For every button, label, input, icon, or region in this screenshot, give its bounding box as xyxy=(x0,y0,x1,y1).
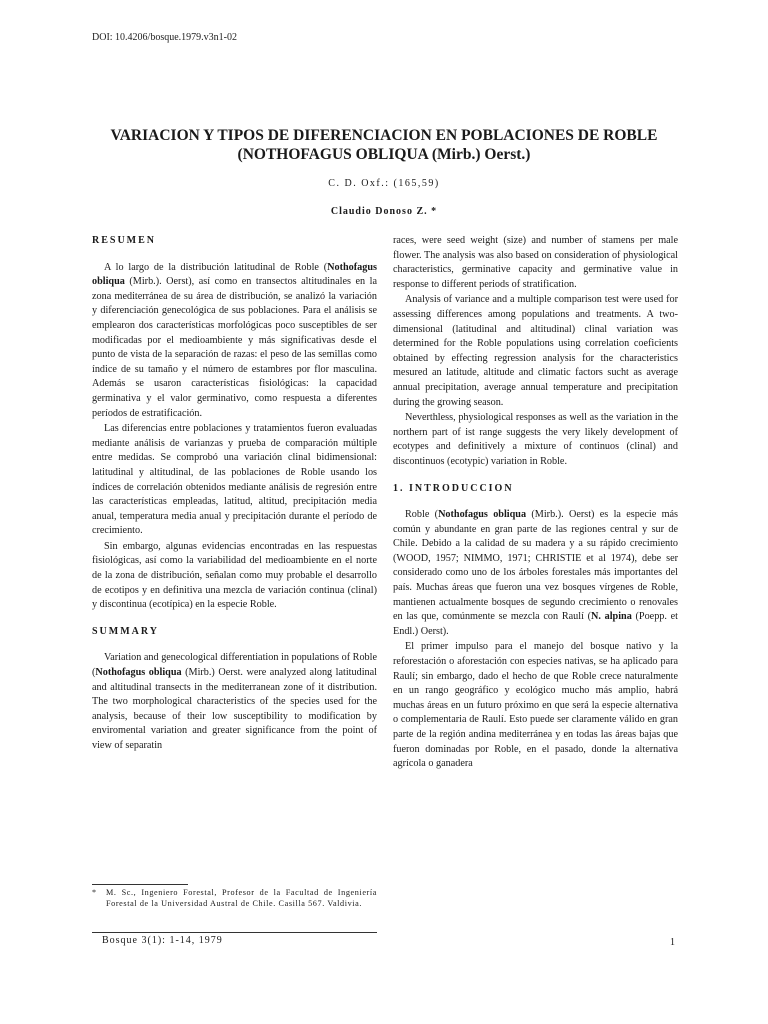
title-line-2: (NOTHOFAGUS OBLIQUA (Mirb.) Oerst.) xyxy=(237,146,531,163)
introduccion-paragraph-1 xyxy=(393,508,678,639)
summary-paragraph-2: Analysis of variance and a multiple comparison test were used for assessing differences among populations and treatments. A two-dimensional (latitudinal and altitudinal) clinal variation was determined for the Roble populations using correlation coeficients obtained by effecting regression analysis for the characteristics mesured an latitude, altitude and climatic factors sucht as average annual precipitation, average annual temperature and precipitation during the growing season. xyxy=(393,294,678,408)
text-span: (Mirb.) Oerst. were analyzed along latitudinal and altitudinal transects in the mediterranean zone of it distribution. The two morphological characteristics of the species used for the analysis, because of their low susceptibility to modification by enviromental variation and greater significance from the point of view of separatin xyxy=(92,667,377,751)
summary-heading: SUMMARY xyxy=(92,625,159,637)
resumen-heading: RESUMEN xyxy=(92,235,157,246)
text-span: (Mirb.). Oerst), así como en transectos altitudinales en la zona mediterránea de su área de distribución, se analizó la variación y diferenciación genecológica de sus poblaciones. Para el análisis se emplearon dos características morfológicas poco susceptibles de ser modificadas por el medioambiente y más significativas desde el punto de vista de la separación de razas: el peso de las semillas como índice de su tamaño y el número de estambres por flor masculina. Además se usaron características fisiológicas: la capacidad germinativa y el valor germinativo, como respuesta a diferentes períodos de estratificación. xyxy=(92,276,377,419)
footnote-mark: * xyxy=(92,888,97,897)
resumen-paragraph-1 xyxy=(92,261,377,422)
classification-code: C. D. Oxf.: (165,59) xyxy=(328,178,440,189)
species-name: N. alpina xyxy=(591,611,632,623)
paper-title xyxy=(60,126,708,164)
left-column xyxy=(92,234,377,754)
text-span: (Poepp. et Endl.) Oerst). xyxy=(393,611,678,637)
text-span: (Mirb.). Oerst) es la especie más común y abundante en gran parte de las regiones central y sur de Chile. Debido a la calidad de su madera y a su rápido crecimiento (WOOD, 1957; NIMMO, 1971; CHRISTIE et al 1974), debe ser considerado como uno de los árboles forestales más importantes del país. Muchas áreas que fueron una vez bosques vírgenes de Roble, mantienen actualmente bosques de segundo crecimiento o renovales en las que, comúnmente se mezcla con Raulí ( xyxy=(393,509,678,623)
summary-paragraph-1 xyxy=(92,651,377,753)
text-span: Roble ( xyxy=(405,509,439,521)
introduccion-heading: 1. INTRODUCCION xyxy=(393,482,514,494)
species-name: Nothofagus obliqua xyxy=(92,261,377,288)
text-span: A lo largo de la distribución latitudinal de Roble ( xyxy=(104,261,328,273)
author-footnote xyxy=(92,888,377,909)
footnote-text: M. Sc., Ingeniero Forestal, Profesor de la Facultad de Ingeniería Forestal de la Universidad Austral de Chile. Casilla 567. Valdivia. xyxy=(106,888,377,908)
summary-paragraph-1-continued: races, were seed weight (size) and number of stamens per male flower. The analysis was also based on consideration of physiological characteristics, germinative capacity and germinative value in response to different periods of stratification. xyxy=(393,235,678,290)
species-name: Nothofagus obliqua xyxy=(95,667,182,679)
introduccion-paragraph-2: El primer impulso para el manejo del bosque nativo y la reforestación o aforestación con especies nativas, se ha aplicado para Raulí; sin embargo, dado el hecho de que Roble crece naturalmente en un rango geográfico y ecológico mucho más amplio, habrá muchas áreas en un futuro próximo en que será la especie alternativa o complementaria de Raulí. Esto puede ser claramente válido en gran parte de la región andina mediterránea y en todas las áreas bajas que fueron dominadas por Roble, en el pasado, donde la alternativa agrícola o ganadera xyxy=(393,641,678,770)
page-number: 1 xyxy=(670,937,675,948)
text-span: Variation and genecological differentiation in populations of Roble ( xyxy=(92,652,377,679)
resumen-paragraph-3: Sin embargo, algunas evidencias encontradas en las respuestas fisiológicas, así como la variabilidad del medioambiente en el norte de la zona de distribución, señalan como muy probable el desarrollo de ecotipos y en definitiva una mezcla de variación continua (clinal) y discontinua (ecotípica) en la especie Roble. xyxy=(92,540,377,611)
doi-line: DOI: 10.4206/bosque.1979.v3n1-02 xyxy=(92,32,237,43)
footnote-divider xyxy=(92,884,188,885)
right-column xyxy=(393,234,678,772)
title-line-1: VARIACION Y TIPOS DE DIFERENCIACION EN POBLACIONES DE ROBLE xyxy=(110,127,658,144)
author-name: Claudio Donoso Z. * xyxy=(330,206,438,217)
species-name: Nothofagus obliqua xyxy=(438,509,527,521)
journal-reference: Bosque 3(1): 1-14, 1979 xyxy=(102,935,223,946)
resumen-paragraph-2: Las diferencias entre poblaciones y tratamientos fueron evaluadas mediante análisis de varianzas y prueba de comparación múltiple entre medidas. Se comprobó una variación clinal bidimensional: latitudinal y altitudinal, de las poblaciones de Roble usando los índices de correlación obtenidos mediante análisis de regresión entre las características empleadas, latitud, altitud, precipitación media anual, temperatura media anual y precipitación durante el período de crecimiento. xyxy=(92,423,377,537)
journal-divider xyxy=(92,932,377,933)
summary-paragraph-3: Neverthless, physiological responses as well as the variation in the northern part of ist range suggests the very likely development of ecotypes and definitively a mixture of continuos (clinal) and discontinuos (ecotypic) variation in Roble. xyxy=(393,412,678,467)
